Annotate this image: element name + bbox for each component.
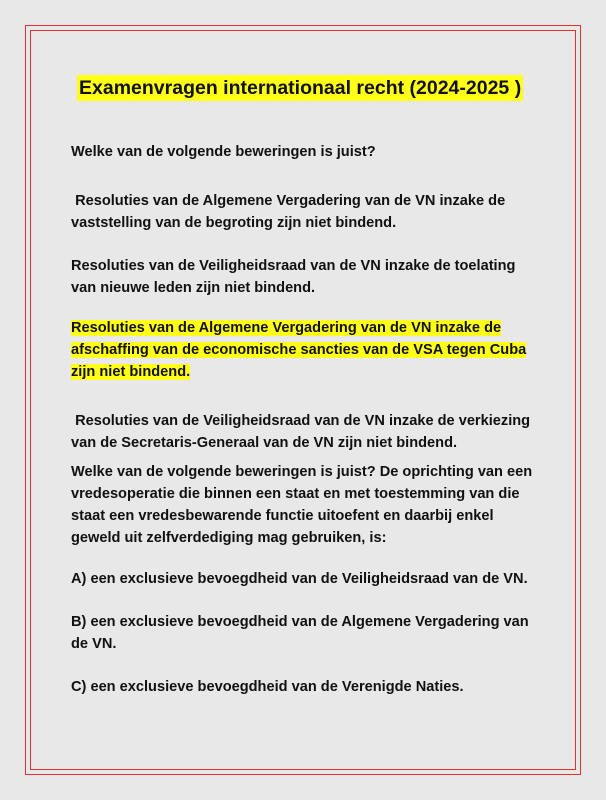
question-2-option-a: A) een exclusieve bevoegdheid van de Veiligheidsraad van de VN.: [71, 571, 528, 587]
highlighted-answer: Resoluties van de Algemene Vergadering van de VN inzake de afschaffing van de economische sancties van de VSA tegen Cuba zijn niet bindend.: [71, 320, 527, 380]
question-2-option-b: B) een exclusieve bevoegdheid van de Algemene Vergadering van de VN.: [71, 614, 529, 652]
document-title: Examenvragen internationaal recht (2024-2025 ): [79, 77, 522, 99]
question-1-option-2: Resoluties van de Veiligheidsraad van de VN inzake de toelating van nieuwe leden zijn niet bindend.: [71, 258, 516, 296]
question-1: Welke van de volgende beweringen is juist?: [71, 144, 376, 160]
question-1-option-4: Resoluties van de Veiligheidsraad van de VN inzake de verkiezing van de Secretaris-Generaal van de VN zijn niet bindend.: [71, 413, 535, 451]
question-1-option-1: Resoluties van de Algemene Vergadering van de VN inzake de vaststelling van de begroting zijn niet bindend.: [71, 193, 510, 231]
question-2: Welke van de volgende beweringen is juist? De oprichting van een vredesoperatie die binnen een staat en met toestemming van die staat een vredesbewarende functie uitoefent en daarbij enkel geweld uit zelfverdediging mag gebruiken, is:: [71, 464, 533, 546]
question-1-option-3-highlighted: [71, 317, 541, 383]
question-2-option-c: C) een exclusieve bevoegdheid van de Verenigde Naties.: [71, 679, 464, 695]
